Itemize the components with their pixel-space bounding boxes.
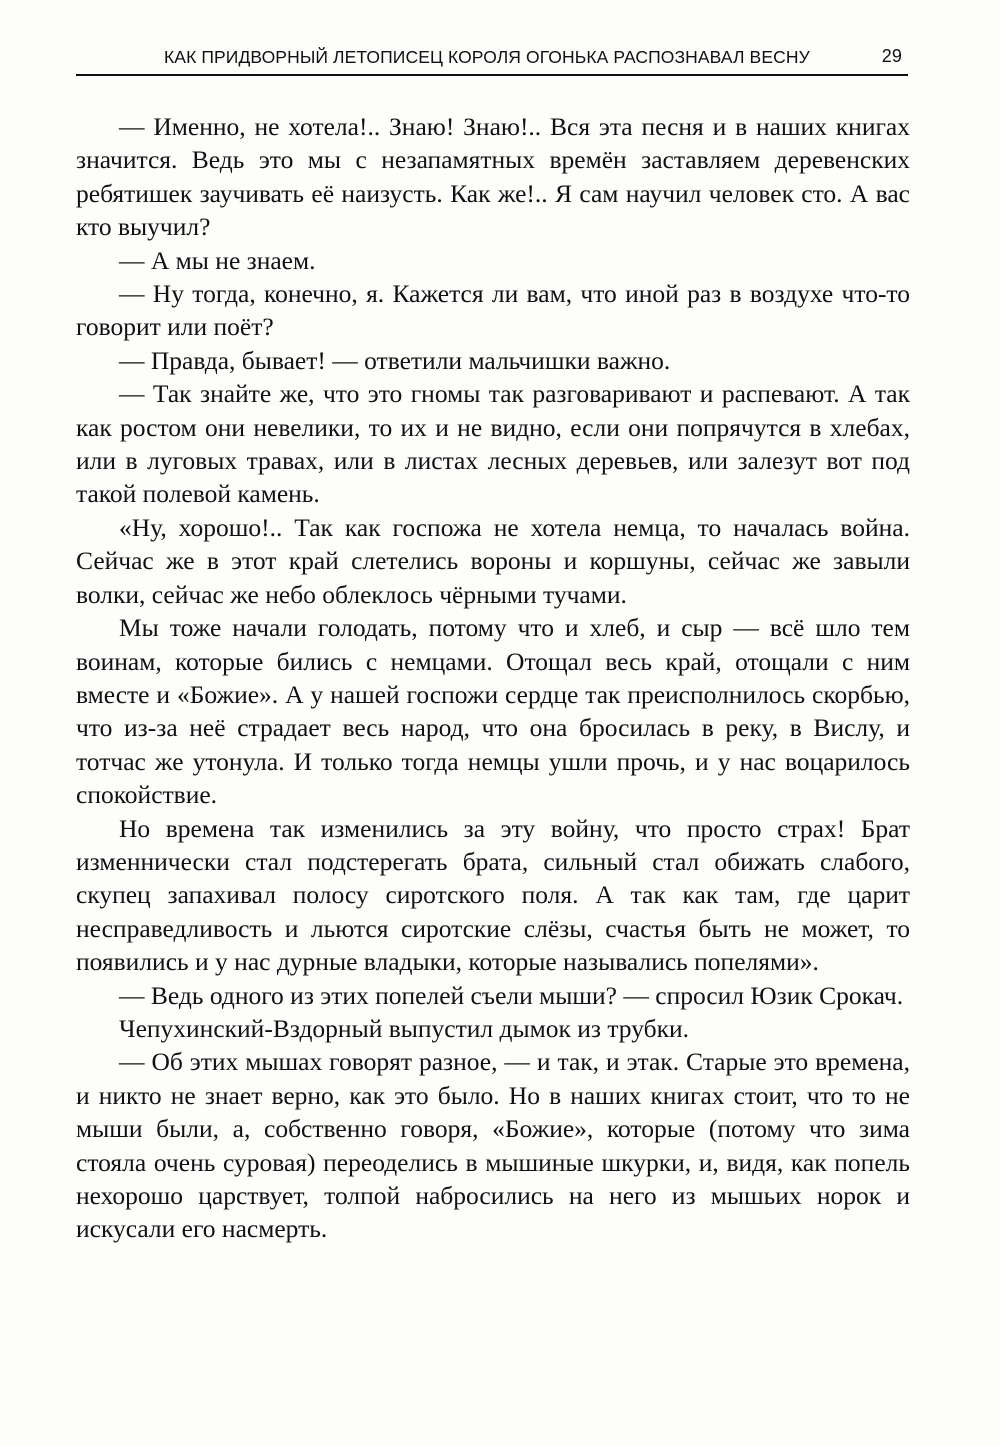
paragraph-11: — Об этих мышах говорят разное, — и так, и этак. Старые это времена, и никто не знает верно, как это было. Но в наших книгах стоит, что то не мыши были, а, собственно говоря, «Божие», которые (потому что зима стояла очень суровая) переоделись в мышиные шкурки, и, видя, как попель нехорошо царствует, толпой набросились на него из мышьих норок и искусали его насмерть. (76, 1047, 910, 1244)
paragraph-5: — Так знайте же, что это гномы так разговаривают и распевают. А так как ростом они невелики, то их и не видно, если они попрячутся в хлебах, или в луговых травах, или в листах лесных деревьев, или залезут вот под такой полевой камень. (76, 379, 910, 509)
body-text (76, 110, 910, 1246)
paragraph-8: Но времена так изменились за эту войну, что просто страх! Брат изменнически стал подстерегать брата, сильный стал обижать слабого, скупец запахивал полосу сиротского поля. А так как там, где царит несправедливость и льются сиротские слёзы, счастья быть не может, то появились и у нас дурные владыки, которые назывались попелями». (76, 813, 910, 977)
paragraph-10: Чепухинский-Вздорный выпустил дымок из трубки. (119, 1013, 690, 1043)
running-header (76, 40, 908, 76)
paragraph-9: — Ведь одного из этих попелей съели мыши? — спросил Юзик Срокач. (119, 980, 904, 1010)
running-title: КАК ПРИДВОРНЫЙ ЛЕТОПИСЕЦ КОРОЛЯ ОГОНЬКА РАСПОЗНАВАЛ ВЕСНУ (164, 47, 810, 67)
page-number: 29 (881, 46, 902, 66)
paragraph-2: — А мы не знаем. (119, 245, 316, 275)
paragraph-1: — Именно, не хотела!.. Знаю! Знаю!.. Вся эта песня и в наших книгах значится. Ведь это мы с незапамятных времён заставляем деревенских ребятишек заучивать её наизусть. Как же!.. Я сам научил человек сто. А вас кто выучил? (76, 112, 910, 242)
paragraph-3: — Ну тогда, конечно, я. Кажется ли вам, что иной раз в воздухе что-то говорит или поёт? (76, 279, 910, 342)
paragraph-4: — Правда, бывает! — ответили мальчишки важно. (119, 345, 671, 375)
paragraph-7: Мы тоже начали голодать, потому что и хлеб, и сыр — всё шло тем воинам, которые бились с немцами. Отощал весь край, отощали с ним вместе и «Божие». А у нашей госпожи сердце так преисполнилось скорбью, что из-за неё страдает весь народ, что она бросилась в реку, в Вислу, и тотчас же утонула. И только тогда немцы ушли прочь, и у нас воцарилось спокойствие. (76, 613, 910, 810)
paragraph-6: «Ну, хорошо!.. Так как госпожа не хотела немца, то началась война. Сейчас же в этот край слетелись вороны и коршуны, сейчас же завыли волки, сейчас же небо облеклось чёрными тучами. (76, 512, 910, 609)
